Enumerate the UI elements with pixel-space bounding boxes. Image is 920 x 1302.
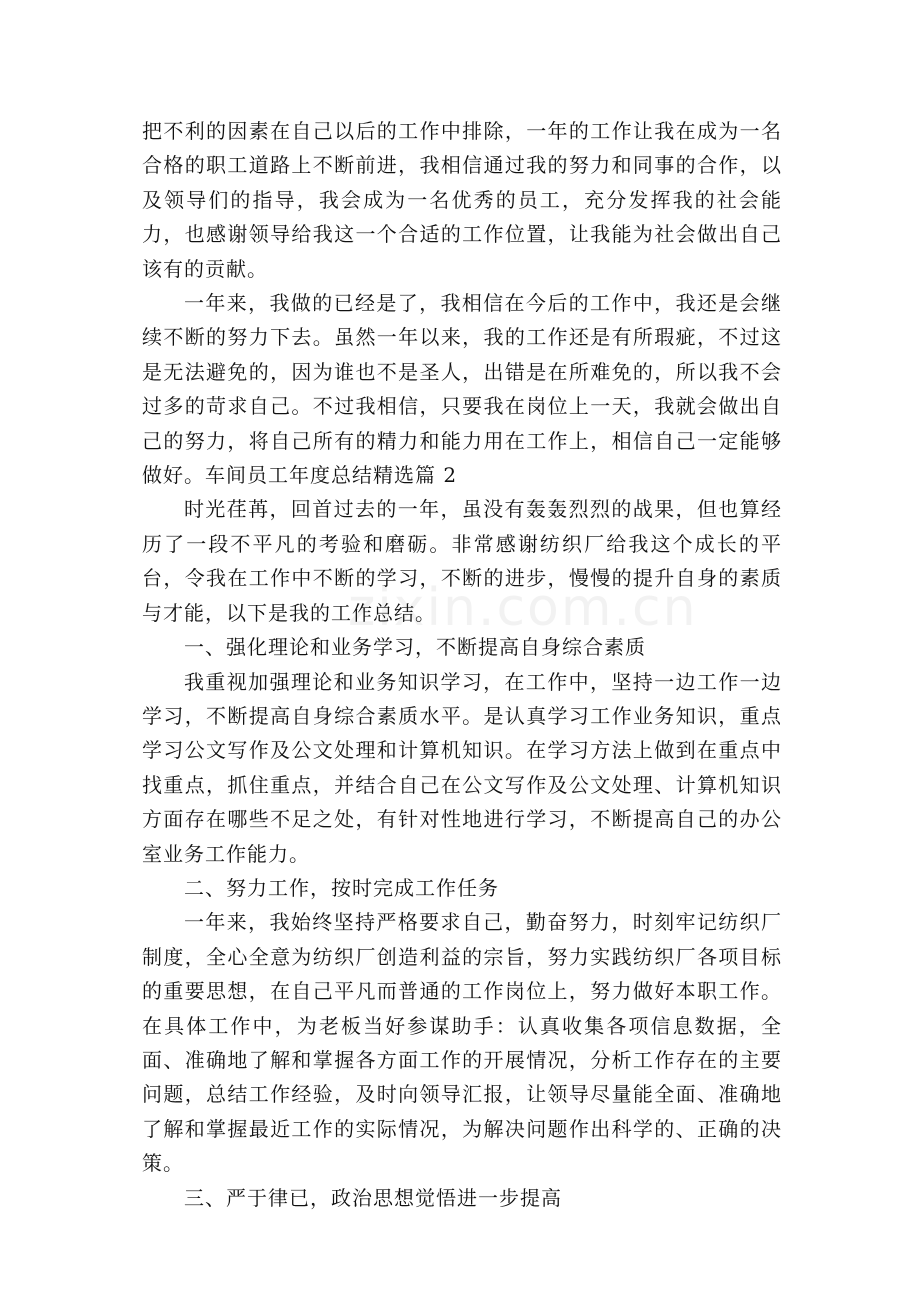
paragraph-2: 一年来，我做的已经是了，我相信在今后的工作中，我还是会继续不断的努力下去。虽然一年以来，我的工作还是有所瑕疵，不过这是无法避免的，因为谁也不是圣人，出错是在所难免的，所以我不会过多的苛求自己。不过我相信，只要我在岗位上一天，我就会做出自己的努力，将自己所有的精力和能力用在工作上，相信自己一定能够做好。车间员工年度总结精选篇 2	[142, 291, 782, 488]
paragraph-4: 我重视加强理论和业务知识学习，在工作中，坚持一边工作一边学习，不断提高自身综合素质水平。是认真学习工作业务知识，重点学习公文写作及公文处理和计算机知识。在学习方法上做到在重点中找重点，抓住重点，并结合自己在公文写作及公文处理、计算机知识方面存在哪些不足之处，有针对性地进行学习，不断提高自己的办公室业务工作能力。	[142, 669, 782, 866]
section-heading-1: 一、强化理论和业务学习，不断提高自身综合素质	[184, 635, 646, 660]
watermark: zixin.com.cn	[348, 578, 698, 638]
section-heading-3: 三、严于律已，政治思想觉悟进一步提高	[184, 1185, 562, 1210]
paragraph-1: 把不利的因素在自己以后的工作中排除，一年的工作让我在成为一名合格的职工道路上不断前进，我相信通过我的努力和同事的合作，以及领导们的指导，我会成为一名优秀的员工，充分发挥我的社会能力，也感谢领导给我这一个合适的工作位置，让我能为社会做出自己该有的贡献。	[142, 119, 782, 281]
section-heading-2: 二、努力工作，按时完成工作任务	[184, 875, 499, 900]
paragraph-5: 一年来，我始终坚持严格要求自己，勤奋努力，时刻牢记纺织厂制度，全心全意为纺织厂创造利益的宗旨，努力实践纺织厂各项目标的重要思想，在自己平凡而普通的工作岗位上，努力做好本职工作。在具体工作中，为老板当好参谋助手：认真收集各项信息数据，全面、准确地了解和掌握各方面工作的开展情况，分析工作存在的主要问题，总结工作经验，及时向领导汇报，让领导尽量能全面、准确地了解和掌握最近工作的实际情况，为解决问题作出科学的、正确的决策。	[142, 910, 782, 1176]
paragraph-3: 时光荏苒，回首过去的一年，虽没有轰轰烈烈的战果，但也算经历了一段不平凡的考验和磨砺。非常感谢纺织厂给我这个成长的平台，令我在工作中不断的学习，不断的进步，慢慢的提升自身的素质与才能，以下是我的工作总结。	[142, 497, 782, 625]
document-body	[142, 114, 782, 1215]
